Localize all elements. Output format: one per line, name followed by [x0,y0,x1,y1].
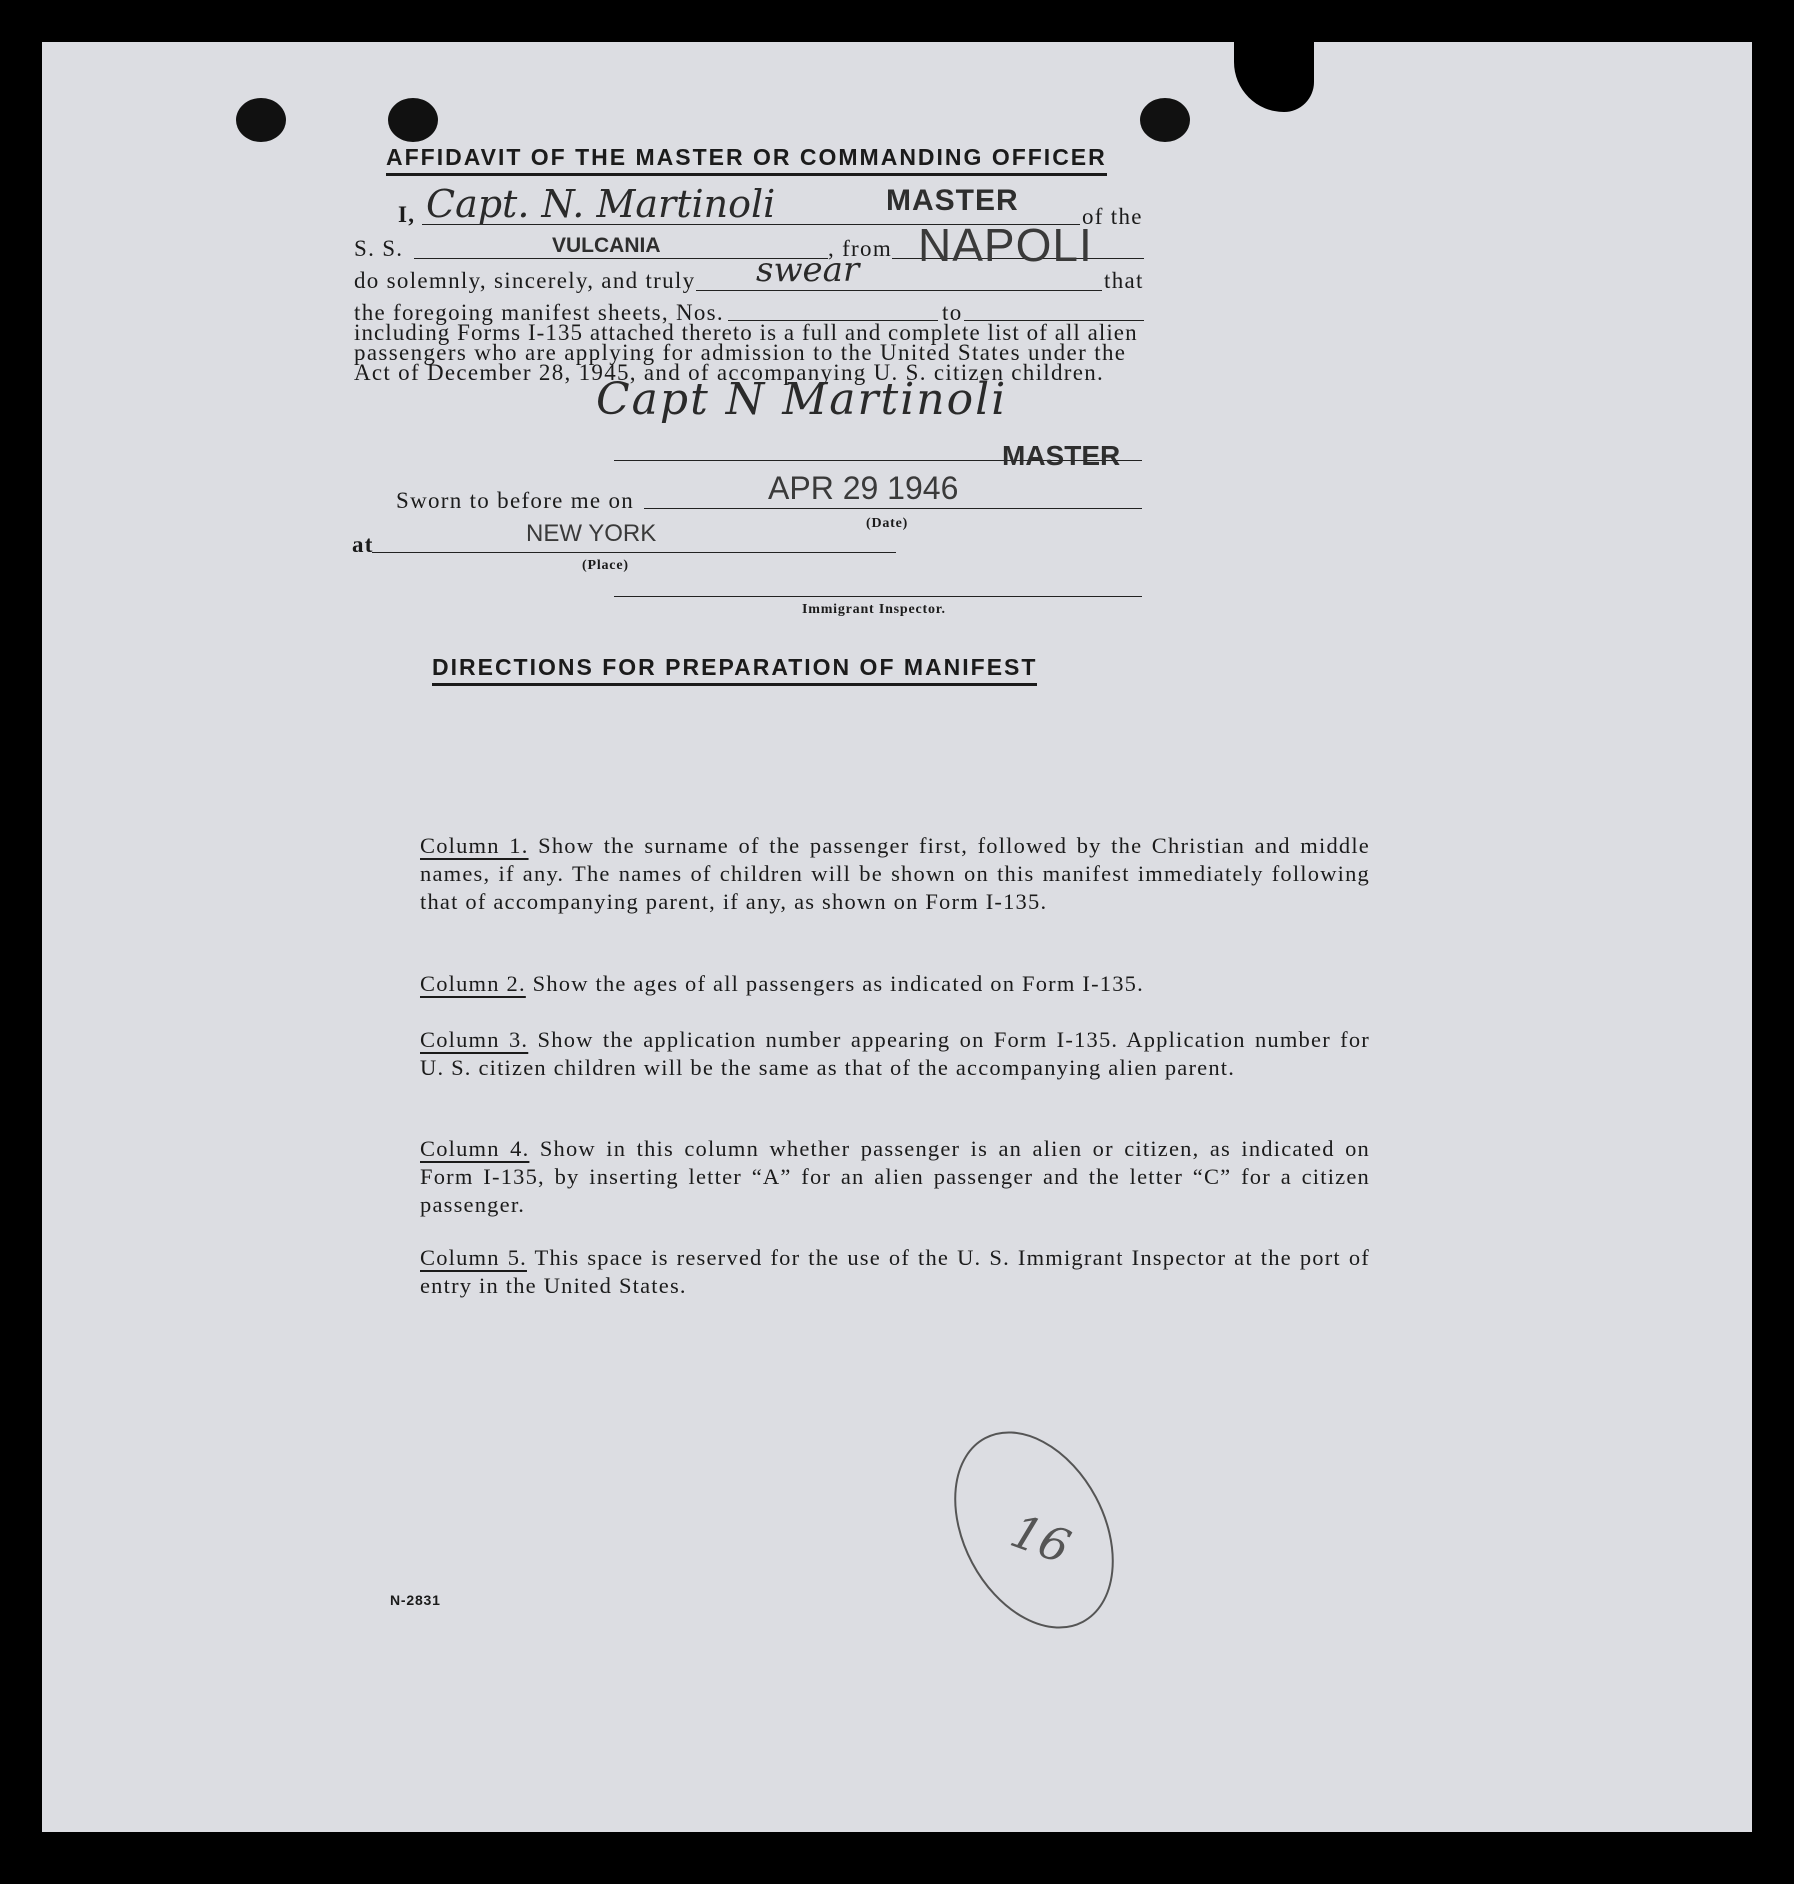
of-the-label: of the [1082,204,1143,229]
form-number: N-2831 [390,1592,441,1608]
date-stamp: APR 29 1946 [768,470,959,506]
ship-name-stamp: VULCANIA [552,234,661,257]
punch-hole [236,98,286,142]
place-line [372,552,896,553]
column-3-text: Show the application number appearing on Form I-135. Application number for U. S. citizen children will be the same as that of the accompanying alien parent. [420,1027,1370,1080]
from-label: , from [828,236,893,261]
inspector-line [614,596,1142,597]
column-5-label: Column 5. [420,1245,527,1270]
affidavit-body-line-1: including Forms I-135 attached thereto is a full and complete list of all alien [354,320,1138,345]
place-stamp: NEW YORK [526,520,657,547]
date-line [644,508,1142,509]
date-caption: (Date) [866,516,909,531]
column-1-label: Column 1. [420,833,529,858]
signature-handwritten: Capt N Martinoli [596,374,1008,425]
at-label: at [352,532,374,557]
affidavit-title: AFFIDAVIT OF THE MASTER OR COMMANDING OFFICER [386,144,1107,176]
direction-column-1 [420,832,1370,916]
oath-word-handwritten: swear [756,250,860,290]
directions-title: DIRECTIONS FOR PREPARATION OF MANIFEST [432,654,1037,686]
affidavit-body-line-2: passengers who are applying for admission to the United States under the [354,340,1127,365]
port-stamp: NAPOLI [918,219,1093,271]
oath-intro: do solemnly, sincerely, and truly [354,268,696,293]
oath-underline [696,290,1102,291]
circled-number: 16 [1003,1503,1078,1575]
punch-hole [388,98,438,142]
ss-label: S. S. [354,236,404,261]
column-4-label: Column 4. [420,1136,530,1161]
direction-column-5 [420,1244,1370,1300]
column-2-label: Column 2. [420,971,526,996]
to-label: to [942,300,963,325]
column-4-text: Show in this column whether passenger is an alien or citizen, as indicated on Form I-135, by inserting letter “A” for an alien passenger and the letter “C” for a citizen passenger. [420,1136,1370,1217]
punch-hole [1140,98,1190,142]
affidavit-body-line-3: Act of December 28, 1945, and of accompanying U. S. citizen children. [354,360,1105,385]
document-page [42,42,1752,1832]
signature-title-stamp: MASTER [1002,440,1121,471]
place-caption: (Place) [582,558,629,573]
column-1-text: Show the surname of the passenger first, followed by the Christian and middle names, if any. The names of children will be shown on this manifest immediately following that of accompanying parent, if any, as shown on Form I-135. [420,833,1370,914]
column-3-label: Column 3. [420,1027,529,1052]
direction-column-2 [420,970,1370,998]
sworn-label: Sworn to before me on [396,488,635,513]
inspector-caption: Immigrant Inspector. [802,602,946,617]
column-5-text: This space is reserved for the use of the U. S. Immigrant Inspector at the port of entry in the United States. [420,1245,1370,1298]
sheets-label: the foregoing manifest sheets, Nos. [354,300,724,325]
torn-corner [1234,42,1314,112]
master-stamp: MASTER [886,184,1019,217]
master-name-handwritten: Capt. N. Martinoli [426,182,776,226]
direction-column-4 [420,1135,1370,1219]
that-label: that [1104,268,1144,293]
direction-column-3 [420,1026,1370,1082]
column-2-text: Show the ages of all passengers as indicated on Form I-135. [525,971,1144,996]
circled-number-mark [930,1420,1140,1640]
i-label: I, [398,202,416,227]
